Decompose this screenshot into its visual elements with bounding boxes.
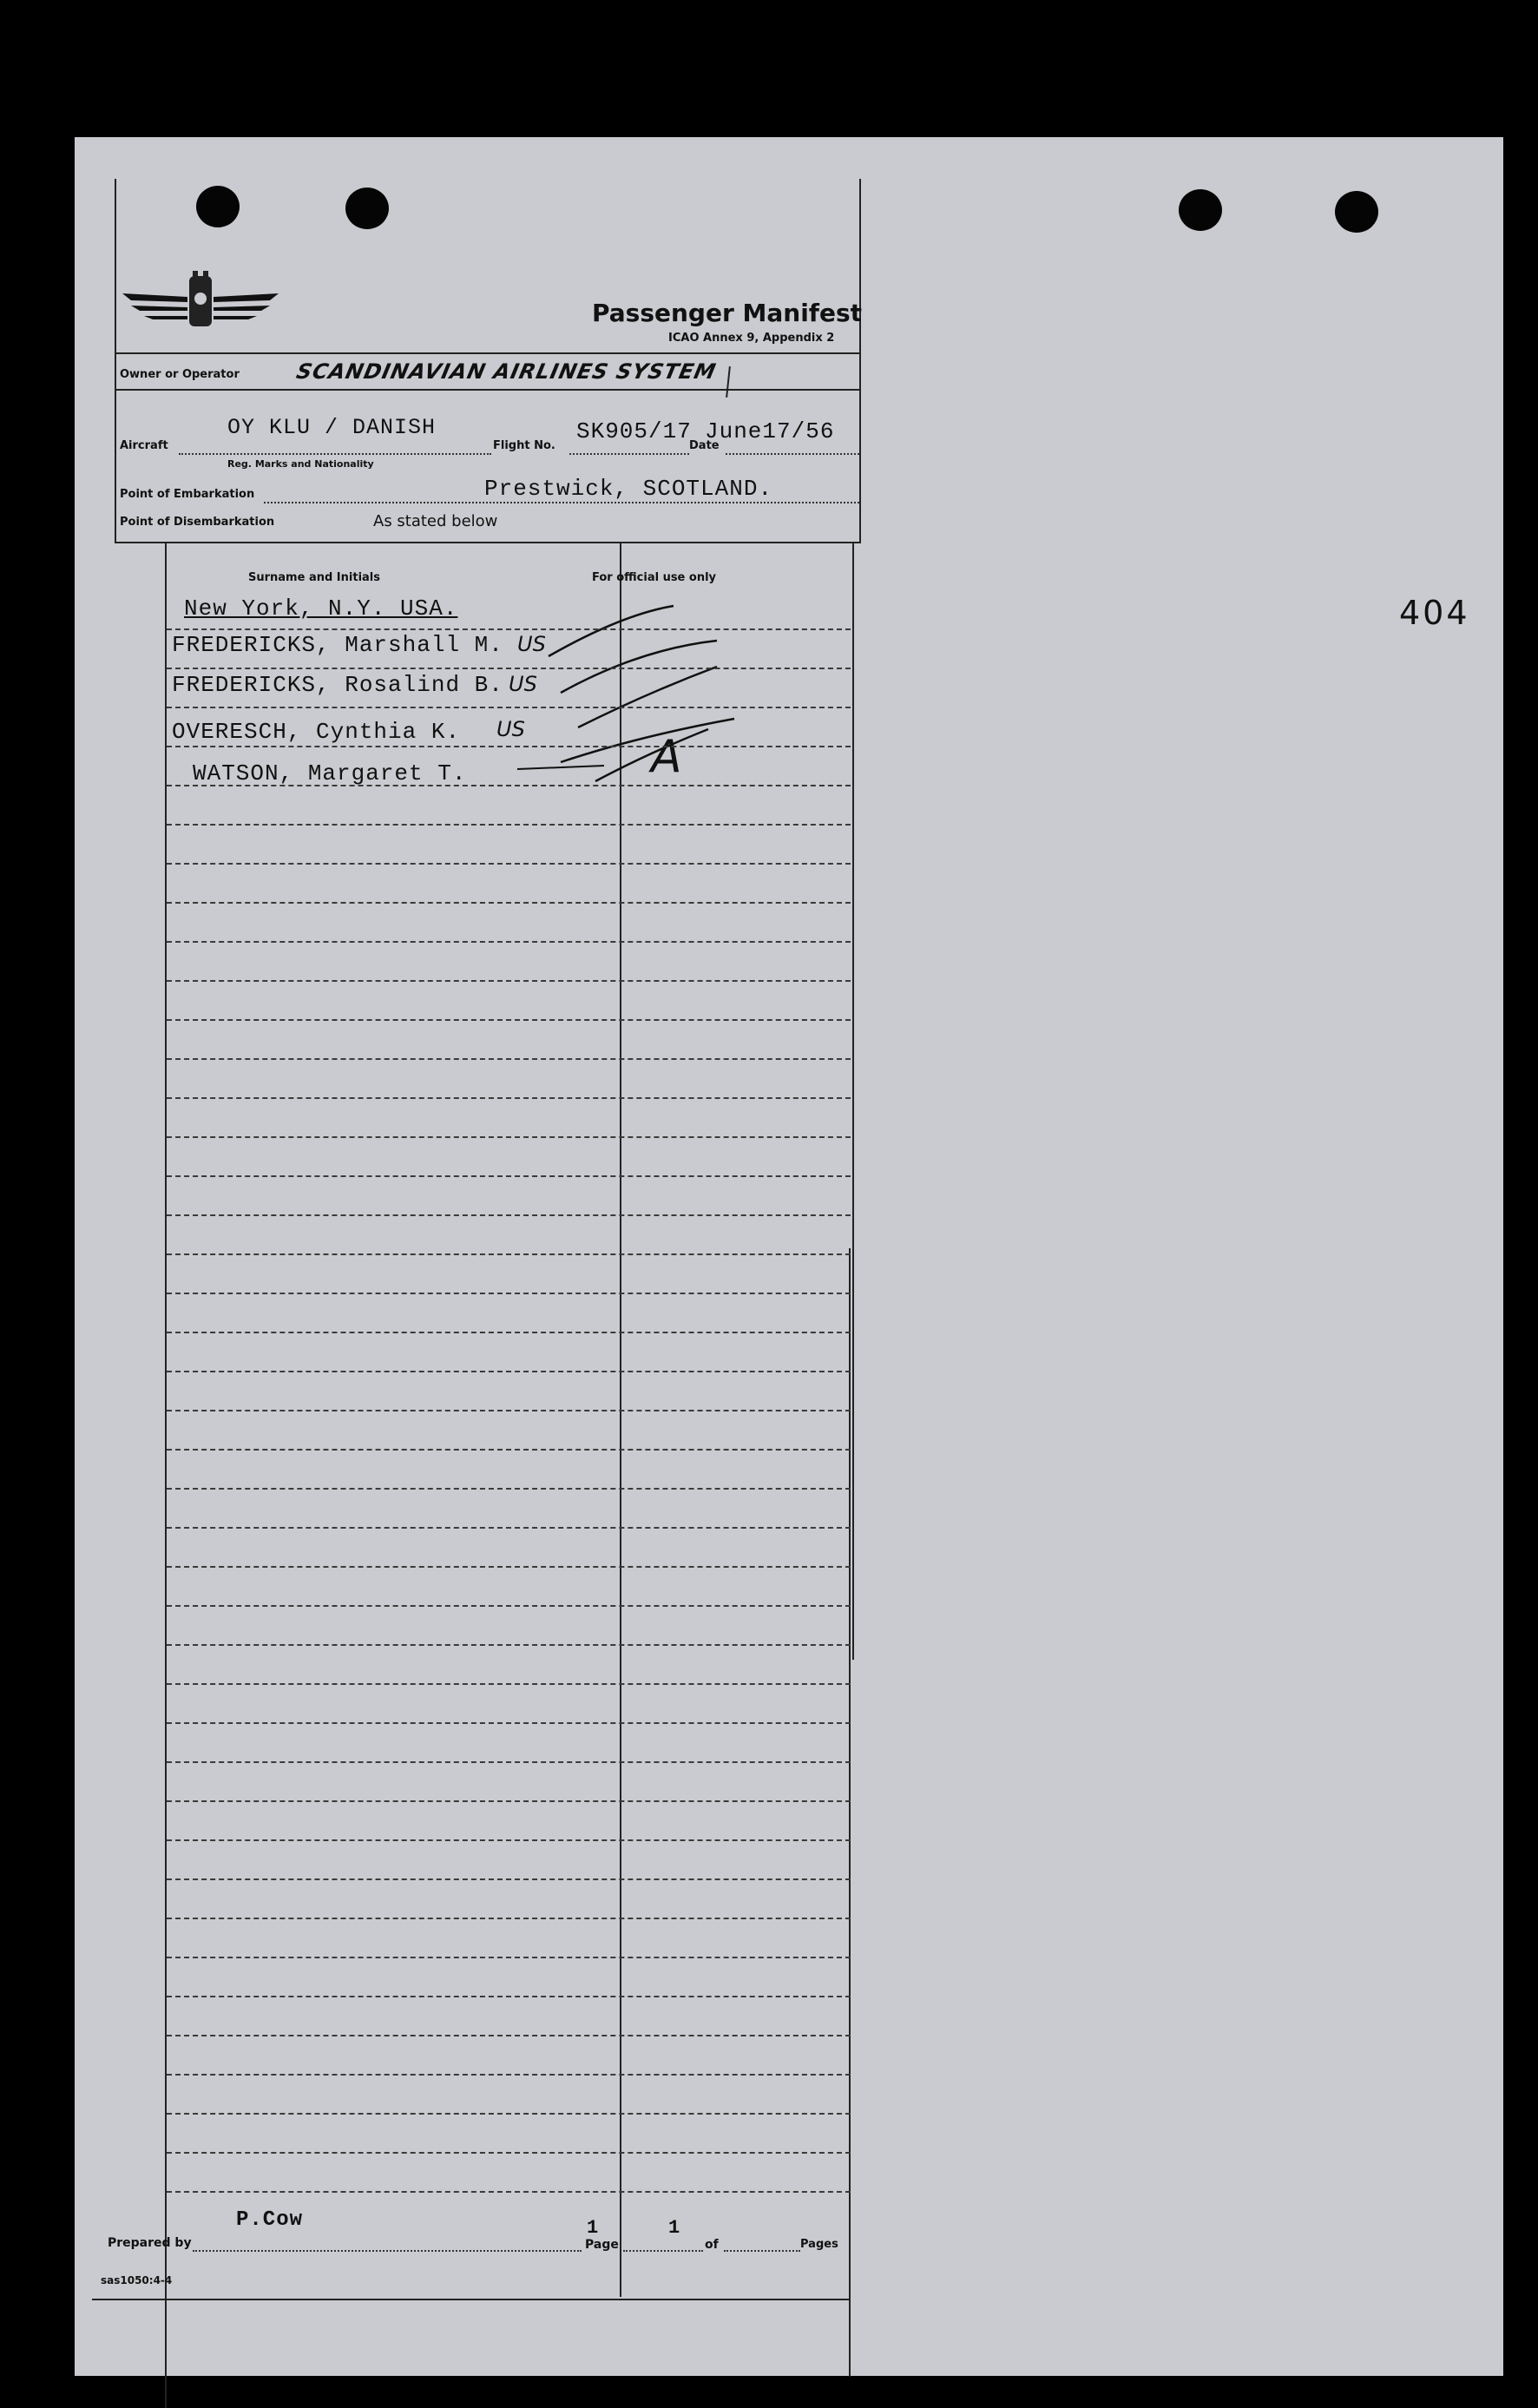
table-row: [167, 1214, 851, 1216]
table-row: [167, 1371, 851, 1372]
table-row: [167, 1253, 851, 1255]
passenger-nationality: US: [496, 717, 525, 741]
date-label: Date: [689, 439, 720, 452]
table-row: [167, 1722, 851, 1724]
of-line: [724, 2250, 800, 2252]
table-row: [167, 2074, 851, 2076]
table-row: [167, 1488, 851, 1490]
header-right-border: [859, 179, 861, 543]
footer-rule: [92, 2299, 851, 2300]
prepared-by-value: P.Cow: [236, 2208, 304, 2232]
aircraft-label: Aircraft: [120, 439, 168, 452]
table-row: [167, 980, 851, 982]
table-row: [167, 941, 851, 943]
header-left-border: [115, 179, 116, 543]
aircraft-line: [179, 453, 491, 455]
manifest-sheet: [75, 137, 1503, 2376]
embarkation-label: Point of Embarkation: [120, 488, 255, 501]
table-row: [167, 1644, 851, 1646]
pages-label: Pages: [800, 2238, 838, 2251]
reg-marks-label: Reg. Marks and Nationality: [227, 458, 374, 470]
owner-value: SCANDINAVIAN AIRLINES SYSTEM: [294, 359, 719, 384]
destination-entry: New York, N.Y. USA.: [184, 595, 458, 622]
prepared-by-line: [193, 2250, 582, 2252]
table-row: [167, 863, 851, 865]
flight-label: Flight No.: [493, 439, 555, 452]
table-row: [167, 628, 851, 630]
table-row: [167, 824, 851, 826]
punch-hole: [1179, 189, 1222, 231]
punch-hole: [196, 186, 240, 227]
table-row: [167, 1566, 851, 1568]
table-row: [167, 1918, 851, 1919]
of-value: 1: [668, 2217, 681, 2239]
table-row: [167, 1605, 851, 1607]
table-row: [167, 2113, 851, 2115]
table-row: [167, 2152, 851, 2154]
embarkation-line: [264, 502, 859, 503]
table-row: [167, 1839, 851, 1841]
form-code: sas1050:4-4: [101, 2274, 173, 2286]
table-row: [167, 1410, 851, 1411]
passenger-name: OVERESCH, Cynthia K.: [172, 719, 461, 745]
table-right-border: [852, 542, 854, 1660]
table-row: [167, 1293, 851, 1294]
page-label: Page: [585, 2238, 619, 2252]
embarkation-value: Prestwick, SCOTLAND.: [484, 476, 773, 502]
punch-hole: [345, 188, 389, 229]
aircraft-value: OY KLU / DANISH: [227, 415, 437, 440]
punch-hole: [1335, 191, 1378, 233]
table-row: [167, 746, 851, 747]
table-row: [167, 1996, 851, 1997]
table-row: [167, 1136, 851, 1138]
flight-line: [569, 453, 689, 455]
date-line: [726, 453, 859, 455]
table-row: [167, 1878, 851, 1880]
table-row: [167, 1800, 851, 1802]
passenger-nationality: US: [517, 632, 546, 656]
table-row: [167, 1761, 851, 1763]
surname-column-header: Surname and Initials: [248, 571, 380, 584]
table-row: [167, 1957, 851, 1958]
passenger-name: FREDERICKS, Marshall M.: [172, 632, 503, 658]
table-row: [167, 1097, 851, 1099]
table-row: [167, 1527, 851, 1529]
passenger-name: WATSON, Margaret T.: [193, 760, 467, 786]
table-row: [167, 1449, 851, 1451]
disembarkation-label: Point of Disembarkation: [120, 516, 275, 529]
table-row: [167, 668, 851, 669]
of-label: of: [705, 2238, 719, 2252]
official-column-header: For official use only: [592, 571, 717, 584]
owner-label: Owner or Operator: [120, 368, 240, 381]
table-row: [167, 2191, 851, 2193]
flight-value: SK905/17: [576, 418, 692, 444]
table-right-border-lower: [849, 1248, 851, 2377]
table-row: [167, 785, 851, 786]
form-subtitle: ICAO Annex 9, Appendix 2: [668, 332, 835, 345]
table-row: [167, 1332, 851, 1333]
table-row: [167, 1019, 851, 1021]
table-left-border: [165, 542, 167, 2408]
official-check-mark: [726, 366, 731, 398]
table-row: [167, 1058, 851, 1060]
table-row: [167, 2035, 851, 2036]
prepared-by-label: Prepared by: [108, 2236, 192, 2250]
title-rule: [115, 352, 861, 354]
header-bottom-border: [115, 542, 861, 543]
page-value: 1: [587, 2217, 600, 2239]
table-row: [167, 1175, 851, 1177]
airline-logo-icon: [118, 267, 283, 337]
table-row: [167, 1683, 851, 1685]
passenger-nationality: US: [509, 672, 537, 696]
margin-page-number: 404: [1399, 594, 1470, 632]
owner-rule: [115, 389, 861, 391]
disembarkation-value: As stated below: [373, 512, 498, 530]
passenger-name: FREDERICKS, Rosalind B.: [172, 672, 503, 698]
form-title: Passenger Manifest: [592, 299, 863, 327]
table-row: [167, 902, 851, 904]
official-mark: A: [651, 731, 682, 783]
date-value: June17/56: [705, 418, 835, 444]
page-line: [623, 2250, 703, 2252]
table-row: [167, 707, 851, 708]
